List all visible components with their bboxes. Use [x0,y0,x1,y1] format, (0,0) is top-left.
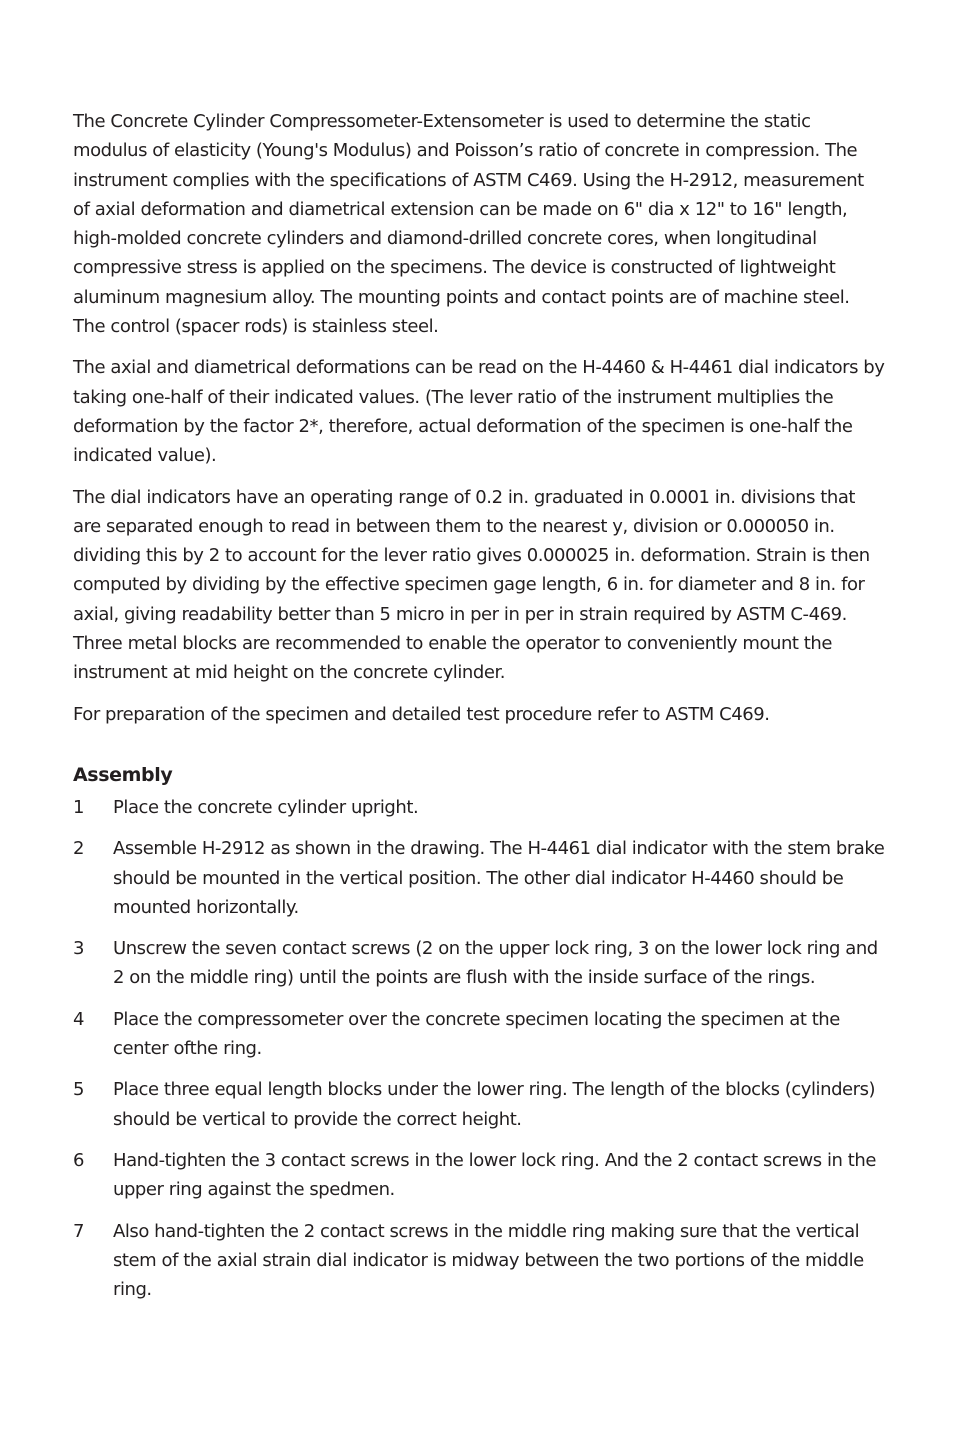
assembly-step-3 [73,934,885,993]
assembly-step-4 [73,1005,885,1064]
intro-paragraph-3: The dial indicators have an operating range of 0.2 in. graduated in 0.0001 in. divisions that are separated enough to read in between them to the nearest y, division or 0.000050 in. dividing this by 2 to account for the lever ratio gives 0.000025 in. deformation. Strain is then computed by dividing by the effective specimen gage length, 6 in. for diameter and 8 in. for axial, giving readability better than 5 micro in per in per in strain required by ASTM C-469. Three metal blocks are recommended to enable the operator to conveniently mount the instrument at mid height on the concrete cylinder. [73,486,870,684]
assembly-step-6 [73,1146,885,1205]
assembly-steps-list [73,793,885,1304]
assembly-step-1 [73,793,885,822]
step-text: Hand-tighten the 3 contact screws in the lower lock ring. And the 2 contact screws in the upper ring against the spedmen. [113,1149,876,1201]
step-number: 2 [73,838,85,860]
step-number: 4 [73,1008,85,1030]
step-number: 1 [73,796,85,818]
step-number: 6 [73,1149,85,1171]
step-text: Place the concrete cylinder upright. [113,796,419,818]
assembly-step-2 [73,834,885,922]
intro-paragraph-4: For preparation of the specimen and detailed test procedure refer to ASTM C469. [73,703,770,725]
step-text: Also hand-tighten the 2 contact screws in the middle ring making sure that the vertical stem of the axial strain dial indicator is midway between the two portions of the middle ring. [113,1220,864,1301]
assembly-step-7 [73,1217,885,1305]
assembly-heading: Assembly [73,763,173,786]
document-page [73,107,885,1316]
step-number: 3 [73,938,85,960]
intro-paragraph-1: The Concrete Cylinder Compressometer-Extensometer is used to determine the static modulus of elasticity (Young's Modulus) and Poisson’s ratio of concrete in compression. The instrument complies with the specifications of ASTM C469. Using the H-2912, measurement of axial deformation and diametrical extension can be made on 6" dia x 12" to 16" length, high-molded concrete cylinders and diamond-drilled concrete cores, when longitudinal compressive stress is applied on the specimens. The device is constructed of lightweight aluminum magnesium alloy. The mounting points and contact points are of machine steel. The control (spacer rods) is stainless steel. [73,111,864,338]
step-number: 7 [73,1220,85,1242]
step-number: 5 [73,1079,85,1101]
step-text: Unscrew the seven contact screws (2 on the upper lock ring, 3 on the lower lock ring and 2 on the middle ring) until the points are flush with the inside surface of the rings. [113,938,878,989]
step-text: Place the compressometer over the concrete specimen locating the specimen at the center ofthe ring. [113,1008,840,1060]
step-text: Place three equal length blocks under the lower ring. The length of the blocks (cylinders) should be vertical to provide the correct height. [113,1079,876,1130]
intro-paragraph-2: The axial and diametrical deformations can be read on the H-4460 & H-4461 dial indicators by taking one-half of their indicated values. (The lever ratio of the instrument multiplies the deformation by the factor 2*, therefore, actual deformation of the specimen is one-half the indicated value). [73,357,885,467]
step-text: Assemble H-2912 as shown in the drawing. The H-4461 dial indicator with the stem brake should be mounted in the vertical position. The other dial indicator H-4460 should be mounted horizontally. [113,838,885,918]
assembly-step-5 [73,1075,885,1134]
